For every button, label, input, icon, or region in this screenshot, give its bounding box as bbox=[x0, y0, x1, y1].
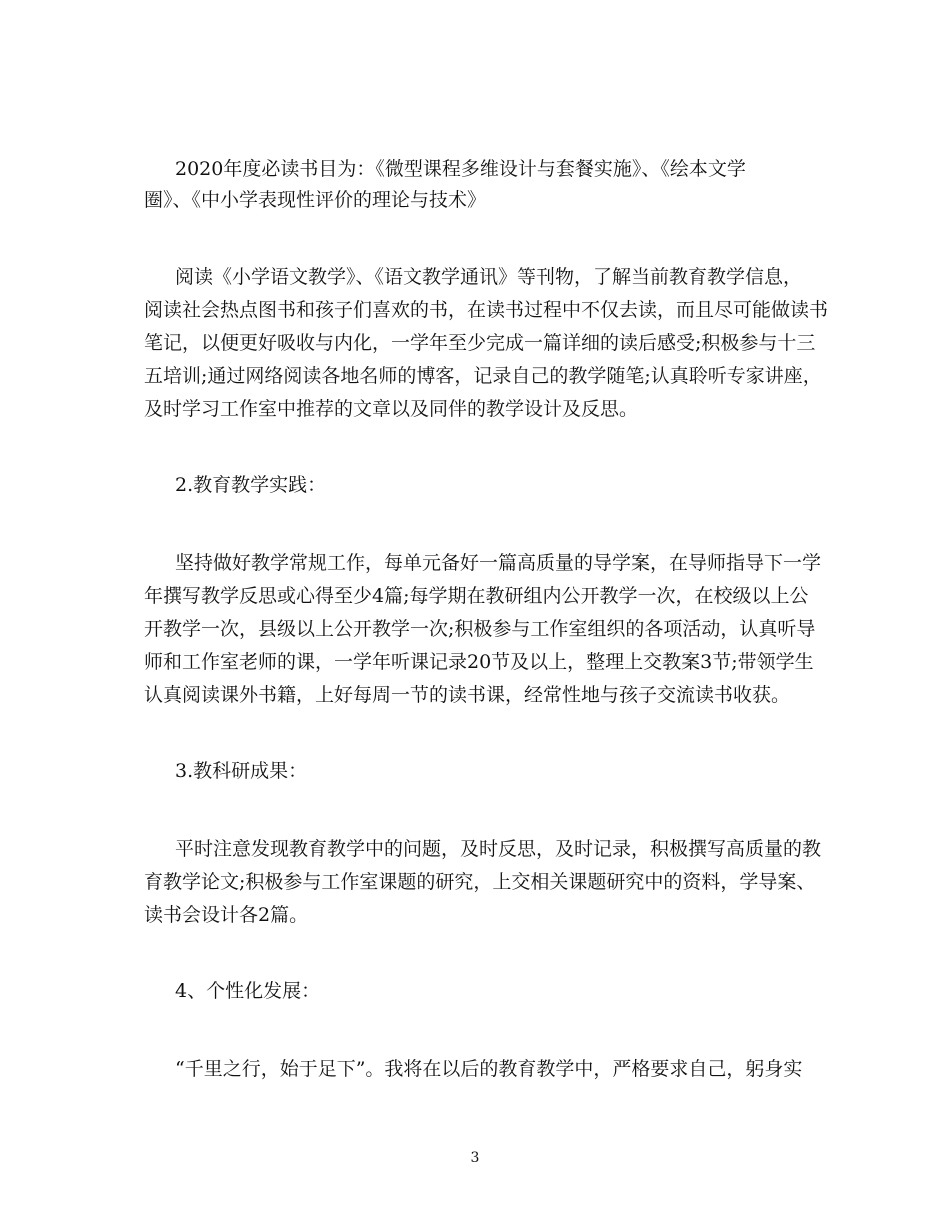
practice-line-5: 认真阅读课外书籍，上好每周一节的读书课，经常性地与孩子交流读书收获。 bbox=[144, 684, 791, 706]
reading-plan-line-1: 阅读《小学语文教学》、《语文教学通讯》等刊物，了解当前教育教学信息， bbox=[175, 266, 803, 288]
research-line-2: 育教学论文;积极参与工作室课题的研究，上交相关课题研究中的资料，学导案、 bbox=[144, 871, 816, 893]
section-heading-development: 4、个性化发展： bbox=[175, 980, 321, 1002]
practice-line-3: 开教学一次，县级以上公开教学一次;积极参与工作室组织的各项活动，认真听导 bbox=[144, 618, 816, 640]
section-heading-research: 3.教科研成果： bbox=[175, 760, 308, 782]
research-line-1: 平时注意发现教育教学中的问题，及时反思，及时记录，积极撰写高质量的教 bbox=[175, 838, 822, 860]
research-line-3: 读书会设计各2篇。 bbox=[144, 904, 309, 926]
reading-list-line-1: 2020年度必读书目为：《微型课程多维设计与套餐实施》、《绘本文学 bbox=[175, 158, 746, 180]
development-line-1: “千里之行，始于足下”。我将在以后的教育教学中，严格要求自己，躬身实 bbox=[175, 1058, 803, 1080]
reading-list-line-2: 圈》、《中小学表现性评价的理论与技术》 bbox=[144, 189, 487, 211]
page-number: 3 bbox=[470, 1150, 480, 1166]
section-heading-practice: 2.教育教学实践： bbox=[175, 474, 327, 496]
reading-plan-line-3: 笔记，以便更好吸收与内化，一学年至少完成一篇详细的读后感受;积极参与十三 bbox=[144, 332, 816, 354]
reading-plan-line-2: 阅读社会热点图书和孩子们喜欢的书，在读书过程中不仅去读，而且尽可能做读书 bbox=[144, 299, 829, 321]
practice-line-4: 师和工作室老师的课，一学年听课记录20节及以上，整理上交教案3节;带领学生 bbox=[144, 651, 814, 673]
reading-plan-line-5: 及时学习工作室中推荐的文章以及同伴的教学设计及反思。 bbox=[144, 398, 639, 420]
practice-line-1: 坚持做好教学常规工作，每单元备好一篇高质量的导学案，在导师指导下一学 bbox=[175, 552, 822, 574]
practice-line-2: 年撰写教学反思或心得至少4篇;每学期在教研组内公开教学一次，在校级以上公 bbox=[144, 585, 809, 607]
reading-plan-line-4: 五培训;通过网络阅读各地名师的博客，记录自己的教学随笔;认真聆听专家讲座， bbox=[144, 365, 822, 387]
